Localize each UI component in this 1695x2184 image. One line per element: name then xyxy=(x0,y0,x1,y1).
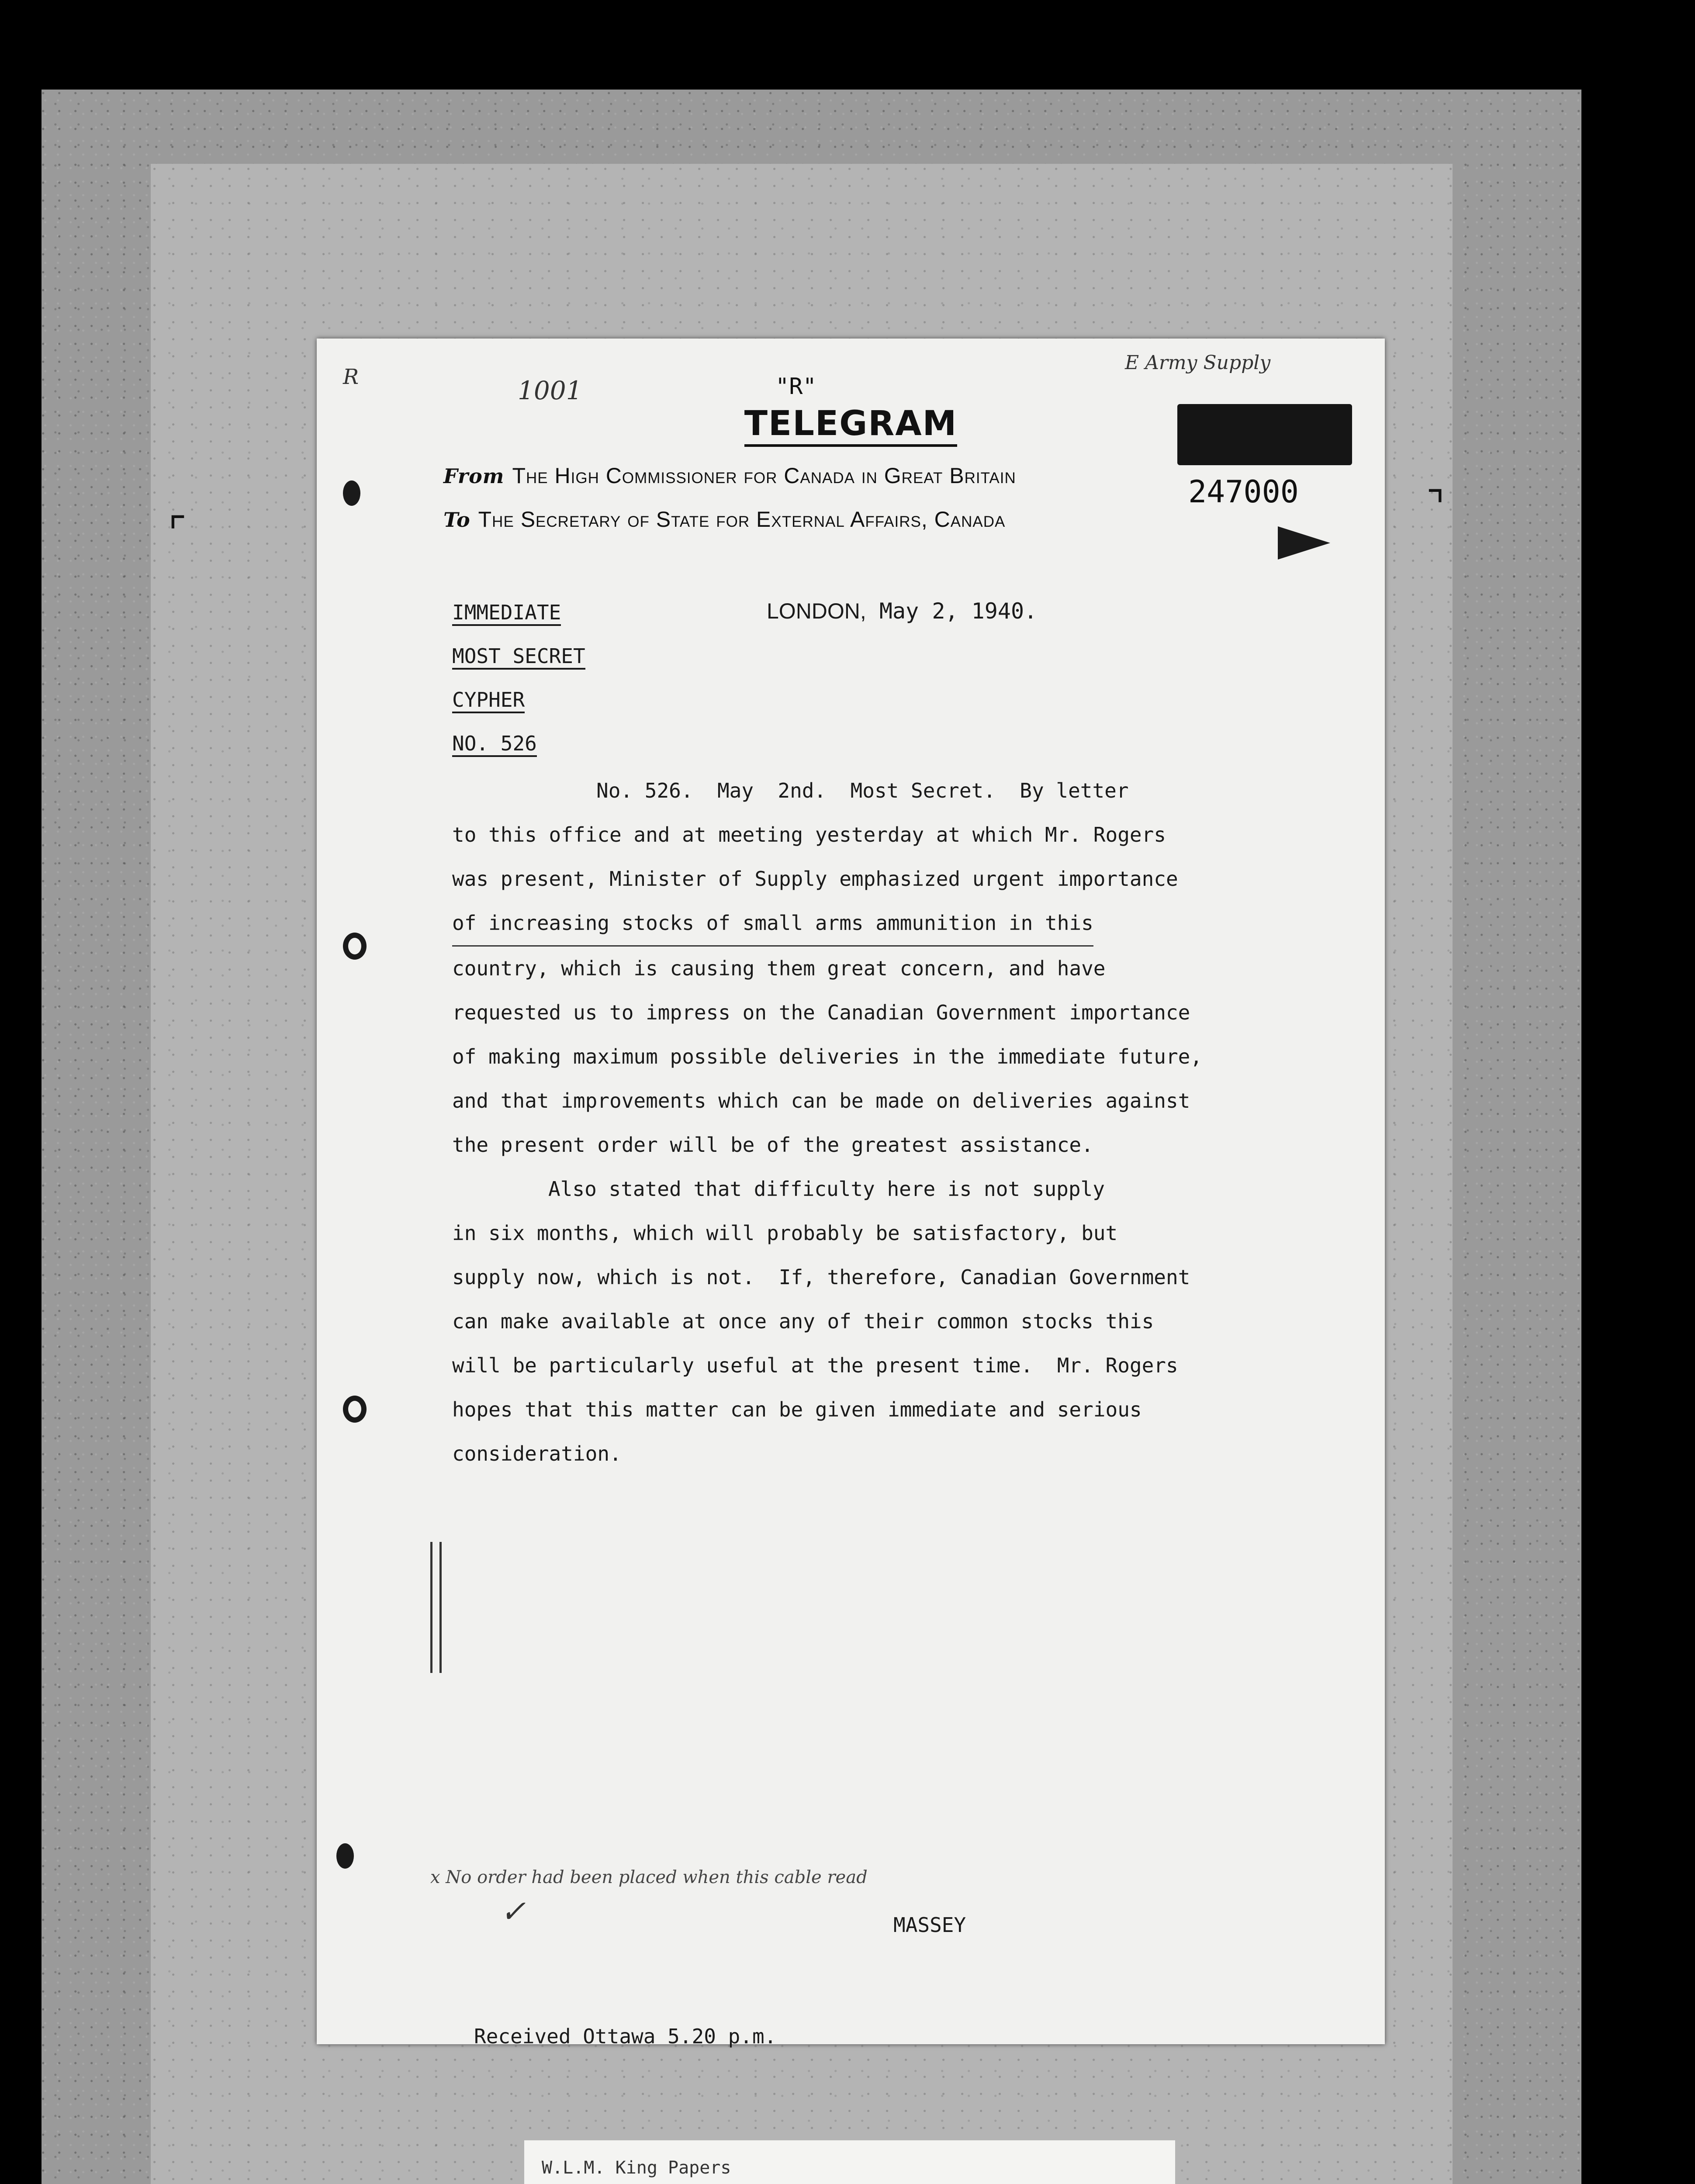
handwritten-subject: E Army Supply xyxy=(1125,352,1271,374)
telegram-sheet xyxy=(317,339,1385,2048)
classification-item: IMMEDIATE xyxy=(452,601,561,626)
telegram-code-mark: "R" xyxy=(775,373,816,400)
arrow-icon xyxy=(1278,526,1330,560)
body-line: in six months, which will probably be satisfactory, but xyxy=(452,1221,1118,1245)
title-text: TELEGRAM xyxy=(744,404,958,447)
body-line: consideration. xyxy=(452,1442,622,1465)
body-line: was present, Minister of Supply emphasized urgent importance xyxy=(452,867,1178,891)
place-date xyxy=(767,598,1037,624)
place: LONDON, xyxy=(767,599,866,623)
body-line: of increasing stocks of small arms ammunition in this xyxy=(452,901,1093,947)
file-number: 247000 xyxy=(1188,474,1299,510)
telegram-body xyxy=(452,769,1326,1476)
classification-item: CYPHER xyxy=(452,688,525,713)
body-line: Also stated that difficulty here is not supply xyxy=(548,1177,1105,1201)
body-line: and that improvements which can be made on deliveries against xyxy=(452,1089,1190,1113)
body-line: country, which is causing them great concern, and have xyxy=(452,957,1106,980)
to-value: The Secretary of State for External Affairs, Canada xyxy=(478,507,1006,532)
body-line: of making maximum possible deliveries in the immediate future, xyxy=(452,1045,1203,1068)
body-line: to this office and at meeting yesterday at which Mr. Rogers xyxy=(452,823,1166,847)
received-note: Received Ottawa 5.20 p.m. xyxy=(474,2025,777,2048)
classification-item: MOST SECRET xyxy=(452,644,585,670)
body-line: the present order will be of the greatest assistance. xyxy=(452,1133,1093,1157)
margin-mark xyxy=(430,1542,442,1673)
to-label: To xyxy=(443,508,470,532)
handwritten-footnote: x No order had been placed when this cable read xyxy=(430,1867,868,1887)
catalogue-line: W.L.M. King Papers xyxy=(542,2158,731,2178)
signature: MASSEY xyxy=(893,1913,966,1937)
corner-mark-left: ⌜ xyxy=(168,509,187,555)
from-value: The High Commissioner for Canada in Great Britain xyxy=(512,463,1016,488)
catalogue-label xyxy=(524,2140,1175,2184)
punch-hole xyxy=(343,933,367,960)
body-line: can make available at once any of their common stocks this xyxy=(452,1310,1154,1333)
from-label: From xyxy=(443,464,505,488)
handwritten-mark: R xyxy=(343,365,359,389)
punch-hole xyxy=(336,1843,354,1869)
corner-mark-right: ⌝ xyxy=(1426,483,1445,529)
from-line xyxy=(443,463,1016,488)
body-line: hopes that this matter can be given immediate and serious xyxy=(452,1398,1142,1421)
date: May 2, 1940. xyxy=(879,598,1038,624)
body-line: requested us to impress on the Canadian Government importance xyxy=(452,1001,1190,1024)
classification-list xyxy=(452,601,585,775)
classification-item: NO. 526 xyxy=(452,732,537,757)
body-line: No. 526. May 2nd. Most Secret. By letter xyxy=(596,779,1129,802)
body-line: supply now, which is not. If, therefore, Canadian Government xyxy=(452,1265,1190,1289)
punch-hole xyxy=(343,1396,367,1423)
redaction-block xyxy=(1177,404,1352,465)
body-line: will be particularly useful at the present time. Mr. Rogers xyxy=(452,1354,1178,1377)
check-mark-icon: ✓ xyxy=(500,1894,526,1929)
handwritten-number: 1001 xyxy=(518,376,582,405)
punch-hole xyxy=(343,480,360,506)
to-line xyxy=(443,507,1005,532)
